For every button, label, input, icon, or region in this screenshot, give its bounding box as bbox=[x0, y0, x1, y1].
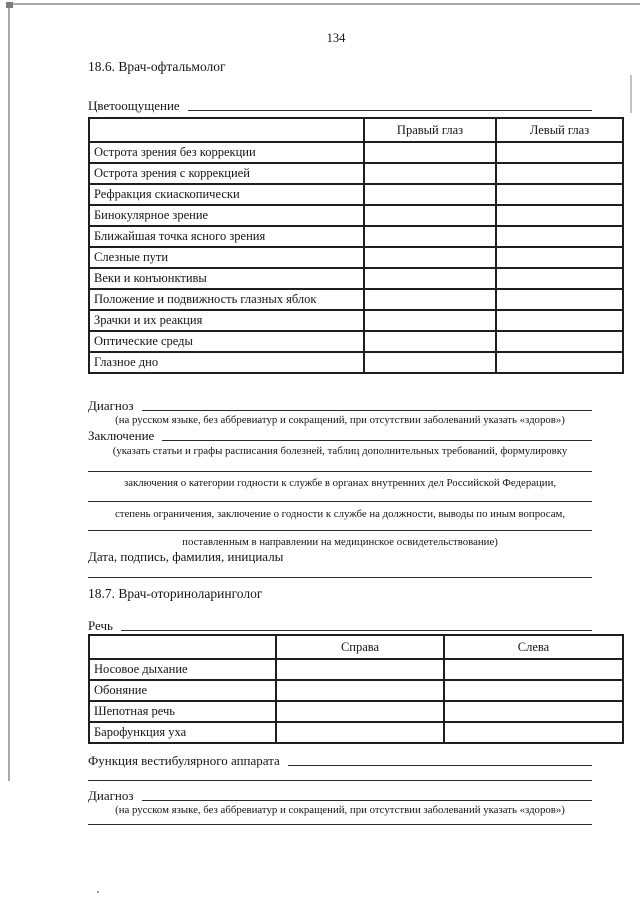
left-eye-cell bbox=[496, 184, 623, 205]
signature-label: Дата, подпись, фамилия, инициалы bbox=[88, 549, 284, 564]
row-label: Носовое дыхание bbox=[89, 659, 276, 680]
row-label: Рефракция скиаскопически bbox=[89, 184, 364, 205]
header-empty-cell bbox=[89, 118, 364, 142]
row-label: Глазное дно bbox=[89, 352, 364, 373]
diagnosis-note: (на русском языке, без аббревиатур и сокращений, при отсутствии заболеваний указать «здоров») bbox=[115, 414, 565, 426]
left-eye-cell bbox=[496, 310, 623, 331]
right-eye-cell bbox=[364, 331, 496, 352]
table-row bbox=[89, 289, 623, 310]
row-label: Острота зрения без коррекции bbox=[89, 142, 364, 163]
left-eye-cell bbox=[496, 226, 623, 247]
header-right-side: Справа bbox=[276, 635, 444, 659]
table-row bbox=[89, 352, 623, 373]
table-row bbox=[89, 226, 623, 247]
diagnosis-blank-line bbox=[142, 410, 592, 411]
table-row bbox=[89, 268, 623, 289]
row-label: Бинокулярное зрение bbox=[89, 205, 364, 226]
table-row bbox=[89, 331, 623, 352]
scan-artifact-dot bbox=[97, 891, 99, 893]
conclusion-note-1: (указать статьи и графы расписания болезней, таблиц дополнительных требований, формулировку bbox=[112, 445, 568, 457]
ent-diagnosis-field bbox=[88, 788, 592, 803]
table-row bbox=[89, 659, 623, 680]
speech-field bbox=[88, 618, 592, 633]
row-label: Шепотная речь bbox=[89, 701, 276, 722]
right-value-cell bbox=[276, 701, 444, 722]
ent-diagnosis-note: (на русском языке, без аббревиатур и сокращений, при отсутствии заболеваний указать «здоров») bbox=[115, 804, 565, 816]
table-row bbox=[89, 310, 623, 331]
vestibular-blank-line bbox=[288, 765, 592, 766]
right-eye-cell bbox=[364, 226, 496, 247]
conclusion-field bbox=[88, 428, 592, 443]
right-eye-cell bbox=[364, 142, 496, 163]
row-label: Положение и подвижность глазных яблок bbox=[89, 289, 364, 310]
color-perception-field bbox=[88, 98, 592, 113]
scan-border-corner bbox=[6, 2, 13, 8]
left-eye-cell bbox=[496, 268, 623, 289]
vestibular-field bbox=[88, 753, 592, 768]
ent-diagnosis-label: Диагноз bbox=[88, 788, 134, 803]
row-label: Оптические среды bbox=[89, 331, 364, 352]
diagnosis-label: Диагноз bbox=[88, 398, 134, 413]
row-label: Барофункция уха bbox=[89, 722, 276, 743]
row-label: Зрачки и их реакция bbox=[89, 310, 364, 331]
table-row bbox=[89, 680, 623, 701]
row-label: Ближайшая точка ясного зрения bbox=[89, 226, 364, 247]
row-label: Веки и конъюнктивы bbox=[89, 268, 364, 289]
diagnosis-field bbox=[88, 398, 592, 413]
table-row bbox=[89, 722, 623, 743]
color-perception-label: Цветоощущение bbox=[88, 98, 180, 113]
right-eye-cell bbox=[364, 205, 496, 226]
scan-artifact-right bbox=[630, 75, 632, 113]
conclusion-note-2: заключения о категории годности к службе в органах внутренних дел Российской Федерации, bbox=[123, 477, 557, 489]
table-row bbox=[89, 142, 623, 163]
header-left-eye: Левый глаз bbox=[496, 118, 623, 142]
ophthalmologist-table bbox=[88, 117, 624, 374]
scan-border-left bbox=[8, 3, 10, 781]
table-row bbox=[89, 205, 623, 226]
conclusion-blank-line-2 bbox=[88, 471, 592, 472]
conclusion-blank-line-3 bbox=[88, 501, 592, 502]
section-divider-line bbox=[88, 577, 592, 578]
row-label: Острота зрения с коррекцией bbox=[89, 163, 364, 184]
right-eye-cell bbox=[364, 310, 496, 331]
left-value-cell bbox=[444, 659, 623, 680]
left-value-cell bbox=[444, 680, 623, 701]
conclusion-label: Заключение bbox=[88, 428, 155, 443]
header-right-eye: Правый глаз bbox=[364, 118, 496, 142]
left-eye-cell bbox=[496, 352, 623, 373]
header-left-side: Слева bbox=[444, 635, 623, 659]
conclusion-note-3: степень ограничения, заключение о годности к службе на должности, выводы по иным вопросам, bbox=[114, 508, 566, 520]
section-title-otorhinolaryngologist: 18.7. Врач-оториноларинголог bbox=[88, 586, 263, 601]
left-value-cell bbox=[444, 722, 623, 743]
table-row bbox=[89, 184, 623, 205]
right-eye-cell bbox=[364, 184, 496, 205]
table-header-row bbox=[89, 635, 623, 659]
conclusion-note-4: поставленным в направлении на медицинское освидетельствование) bbox=[182, 536, 498, 548]
left-eye-cell bbox=[496, 289, 623, 310]
right-value-cell bbox=[276, 722, 444, 743]
right-value-cell bbox=[276, 659, 444, 680]
ent-diagnosis-blank-line-2 bbox=[88, 824, 592, 825]
right-eye-cell bbox=[364, 268, 496, 289]
left-eye-cell bbox=[496, 331, 623, 352]
section-title-ophthalmologist: 18.6. Врач-офтальмолог bbox=[88, 59, 226, 74]
table-header-row bbox=[89, 118, 623, 142]
left-eye-cell bbox=[496, 205, 623, 226]
left-value-cell bbox=[444, 701, 623, 722]
right-value-cell bbox=[276, 680, 444, 701]
color-perception-blank-line bbox=[188, 110, 592, 111]
row-label: Слезные пути bbox=[89, 247, 364, 268]
left-eye-cell bbox=[496, 163, 623, 184]
page-number: 134 bbox=[326, 31, 346, 45]
otorhinolaryngologist-table bbox=[88, 634, 624, 744]
ent-diagnosis-blank-line bbox=[142, 800, 592, 801]
scan-border-top bbox=[8, 3, 640, 5]
conclusion-blank-line-4 bbox=[88, 530, 592, 531]
left-eye-cell bbox=[496, 247, 623, 268]
speech-blank-line bbox=[121, 630, 592, 631]
left-eye-cell bbox=[496, 142, 623, 163]
table-row bbox=[89, 701, 623, 722]
table-row bbox=[89, 247, 623, 268]
table-row bbox=[89, 163, 623, 184]
vestibular-label: Функция вестибулярного аппарата bbox=[88, 753, 280, 768]
header-empty-cell bbox=[89, 635, 276, 659]
right-eye-cell bbox=[364, 289, 496, 310]
conclusion-blank-line bbox=[162, 440, 592, 441]
right-eye-cell bbox=[364, 352, 496, 373]
right-eye-cell bbox=[364, 247, 496, 268]
right-eye-cell bbox=[364, 163, 496, 184]
vestibular-blank-line-2 bbox=[88, 780, 592, 781]
speech-label: Речь bbox=[88, 618, 113, 633]
row-label: Обоняние bbox=[89, 680, 276, 701]
